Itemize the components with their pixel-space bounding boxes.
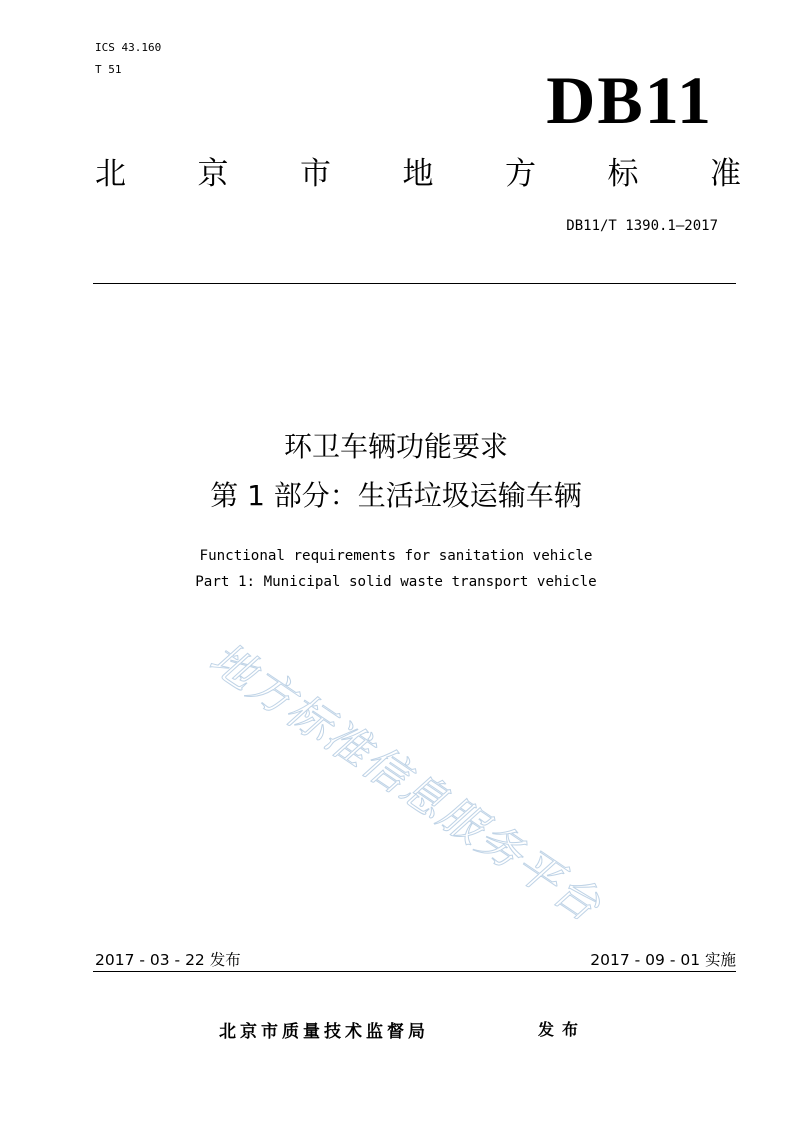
implementation-date: 2017 - 09 - 01 实施	[590, 951, 736, 969]
ics-code: ICS 43.160	[95, 41, 162, 54]
issue-label: 发布	[538, 1020, 587, 1039]
standard-type-char: 地	[402, 156, 434, 192]
issue-date: 2017 - 03 - 22 发布	[95, 951, 241, 969]
standard-type-char: 京	[197, 156, 229, 192]
english-title-line-1: Functional requirements for sanitation vehicle	[199, 548, 593, 564]
standard-type-char: 标	[607, 156, 639, 192]
top-divider	[93, 283, 736, 284]
chinese-title-line-2: 第 1 部分：生活垃圾运输车辆	[210, 479, 582, 512]
standard-type-char: 北	[95, 156, 126, 192]
chinese-title-line-1: 环卫车辆功能要求	[283, 430, 508, 463]
standard-type-heading	[95, 154, 741, 194]
db-standard-mark: DB11	[546, 62, 713, 138]
issuing-authority: 北京市质量技术监督局	[219, 1022, 429, 1042]
standard-type-char: 准	[710, 156, 741, 192]
english-title-line-2: Part 1: Municipal solid waste transport vehicle	[195, 574, 597, 590]
standard-type-char: 市	[300, 156, 331, 192]
standard-number: DB11/T 1390.1—2017	[566, 218, 718, 234]
standard-type-char: 方	[505, 156, 536, 192]
bottom-divider	[93, 971, 736, 972]
watermark: 地方标准信息服务平台	[200, 632, 611, 933]
category-code: T 51	[95, 63, 122, 76]
